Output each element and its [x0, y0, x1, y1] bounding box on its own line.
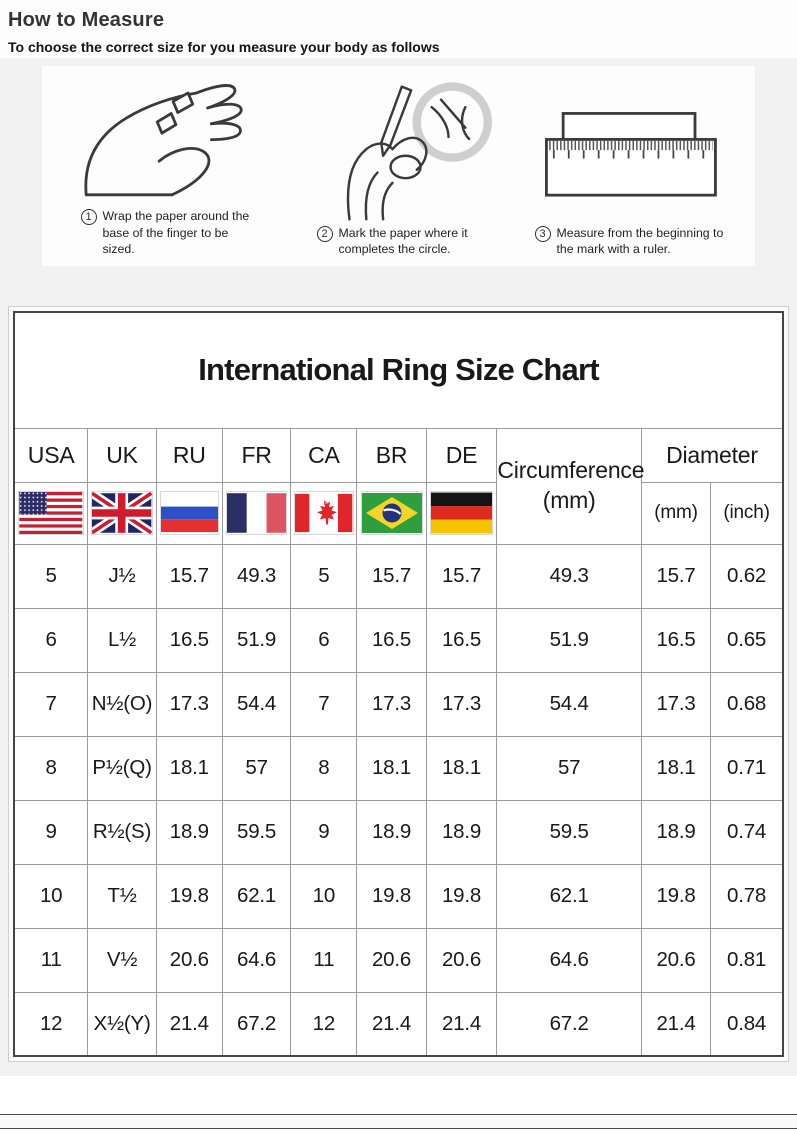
cell-ca: 10: [291, 864, 357, 928]
cell-ca: 7: [291, 672, 357, 736]
cell-de: 17.3: [426, 672, 497, 736]
cell-ru: 18.1: [156, 736, 222, 800]
step-3: [514, 72, 745, 258]
cell-ca: 8: [291, 736, 357, 800]
col-header-uk: UK: [88, 428, 156, 482]
brazil-flag: [362, 492, 422, 534]
cell-fr: 67.2: [222, 992, 290, 1056]
cell-de: 18.9: [426, 800, 497, 864]
page-subtitle: To choose the correct size for you measure your body as follows: [8, 39, 440, 55]
cell-de: 16.5: [426, 608, 497, 672]
cell-diameter-inch: 0.62: [711, 544, 783, 608]
flag-row: [14, 482, 783, 544]
table-row: [14, 736, 783, 800]
table-row: [14, 608, 783, 672]
circumference-label: Circumference: [497, 457, 645, 484]
cell-diameter-inch: 0.78: [711, 864, 783, 928]
cell-de: 19.8: [426, 864, 497, 928]
table-row: [14, 544, 783, 608]
germany-flag-cell: [426, 482, 497, 544]
cell-diameter-mm: 20.6: [641, 928, 710, 992]
cell-ru: 20.6: [156, 928, 222, 992]
cell-diameter-inch: 0.84: [711, 992, 783, 1056]
section-divider: [0, 1114, 797, 1129]
cell-usa: 9: [14, 800, 88, 864]
cell-usa: 8: [14, 736, 88, 800]
country-header-row: [14, 428, 783, 482]
cell-diameter-mm: 18.1: [641, 736, 710, 800]
cell-uk: L½: [88, 608, 156, 672]
cell-circumference-mm: 67.2: [497, 992, 642, 1056]
col-header-diameter: Diameter: [641, 428, 783, 482]
step-2-caption-text: Mark the paper where it completes the circle.: [338, 225, 468, 257]
bottom-area: [0, 1114, 797, 1129]
cell-br: 19.8: [357, 864, 426, 928]
header-band: [0, 0, 797, 58]
ruler-measure-illustration: [525, 93, 735, 223]
canada-flag: [295, 492, 352, 534]
cell-br: 20.6: [357, 928, 426, 992]
france-flag-cell: [222, 482, 290, 544]
cell-usa: 12: [14, 992, 88, 1056]
cell-fr: 59.5: [222, 800, 290, 864]
ring-size-chart-panel: [8, 306, 789, 1062]
cell-uk: R½(S): [88, 800, 156, 864]
diameter-mm-unit: (mm): [641, 482, 710, 544]
cell-diameter-mm: 18.9: [641, 800, 710, 864]
step-2: [283, 72, 514, 258]
cell-ru: 18.9: [156, 800, 222, 864]
cell-circumference-mm: 59.5: [497, 800, 642, 864]
step-2-number-badge: 2: [317, 226, 333, 242]
cell-ru: 21.4: [156, 992, 222, 1056]
cell-circumference-mm: 57: [497, 736, 642, 800]
step-1-number-badge: 1: [81, 209, 97, 225]
cell-fr: 49.3: [222, 544, 290, 608]
size-table-body: [14, 544, 783, 1056]
cell-circumference-mm: 64.6: [497, 928, 642, 992]
cell-uk: J½: [88, 544, 156, 608]
table-row: [14, 928, 783, 992]
step-3-number-badge: 3: [535, 226, 551, 242]
cell-br: 18.9: [357, 800, 426, 864]
cell-de: 21.4: [426, 992, 497, 1056]
table-row: [14, 992, 783, 1056]
cell-br: 15.7: [357, 544, 426, 608]
cell-diameter-mm: 15.7: [641, 544, 710, 608]
cell-ru: 16.5: [156, 608, 222, 672]
col-header-br: BR: [357, 428, 426, 482]
col-header-ru: RU: [156, 428, 222, 482]
cell-ru: 19.8: [156, 864, 222, 928]
cell-de: 20.6: [426, 928, 497, 992]
cell-fr: 51.9: [222, 608, 290, 672]
usa-flag: [19, 492, 83, 534]
cell-circumference-mm: 51.9: [497, 608, 642, 672]
cell-ca: 6: [291, 608, 357, 672]
canada-flag-cell: [291, 482, 357, 544]
cell-diameter-inch: 0.81: [711, 928, 783, 992]
cell-br: 17.3: [357, 672, 426, 736]
pen-marking-illustration: [299, 81, 499, 223]
cell-circumference-mm: 49.3: [497, 544, 642, 608]
cell-diameter-inch: 0.74: [711, 800, 783, 864]
cell-ca: 12: [291, 992, 357, 1056]
cell-usa: 5: [14, 544, 88, 608]
russia-flag-cell: [156, 482, 222, 544]
uk-flag-cell: [88, 482, 156, 544]
cell-uk: N½(O): [88, 672, 156, 736]
col-header-circumference: [497, 428, 645, 544]
col-header-fr: FR: [222, 428, 290, 482]
cell-br: 21.4: [357, 992, 426, 1056]
cell-br: 16.5: [357, 608, 426, 672]
cell-uk: X½(Y): [88, 992, 156, 1056]
cell-fr: 54.4: [222, 672, 290, 736]
col-header-usa: USA: [14, 428, 88, 482]
cell-de: 18.1: [426, 736, 497, 800]
cell-diameter-mm: 19.8: [641, 864, 710, 928]
cell-ca: 11: [291, 928, 357, 992]
ring-size-table: [13, 311, 784, 1057]
measuring-steps-panel: [42, 66, 755, 266]
table-title-row: [14, 312, 783, 428]
table-title: International Ring Size Chart: [14, 312, 783, 428]
cell-fr: 57: [222, 736, 290, 800]
cell-de: 15.7: [426, 544, 497, 608]
step-2-caption: [317, 225, 481, 258]
cell-diameter-mm: 16.5: [641, 608, 710, 672]
cell-usa: 7: [14, 672, 88, 736]
cell-uk: V½: [88, 928, 156, 992]
page-title: How to Measure: [8, 9, 165, 31]
col-header-de: DE: [426, 428, 497, 482]
cell-ru: 17.3: [156, 672, 222, 736]
cell-diameter-inch: 0.71: [711, 736, 783, 800]
circumference-unit: (mm): [542, 487, 596, 513]
cell-uk: P½(Q): [88, 736, 156, 800]
cell-circumference-mm: 54.4: [497, 672, 642, 736]
table-row: [14, 672, 783, 736]
table-row: [14, 800, 783, 864]
content-section: [0, 58, 797, 1076]
cell-fr: 62.1: [222, 864, 290, 928]
step-1: [52, 72, 283, 258]
table-row: [14, 864, 783, 928]
uk-flag: [92, 492, 151, 534]
cell-ca: 9: [291, 800, 357, 864]
diameter-inch-unit: (inch): [711, 482, 783, 544]
step-1-caption: [81, 208, 255, 258]
cell-uk: T½: [88, 864, 156, 928]
cell-usa: 11: [14, 928, 88, 992]
cell-diameter-inch: 0.65: [711, 608, 783, 672]
col-header-ca: CA: [291, 428, 357, 482]
cell-circumference-mm: 62.1: [497, 864, 642, 928]
cell-diameter-mm: 17.3: [641, 672, 710, 736]
usa-flag-cell: [14, 482, 88, 544]
step-1-caption-text: Wrap the paper around the base of the finger to be sized.: [102, 209, 250, 257]
cell-diameter-inch: 0.68: [711, 672, 783, 736]
hand-with-paper-illustration: [60, 64, 275, 206]
cell-fr: 64.6: [222, 928, 290, 992]
brazil-flag-cell: [357, 482, 426, 544]
step-3-caption: [535, 225, 725, 258]
germany-flag: [431, 492, 492, 534]
cell-diameter-mm: 21.4: [641, 992, 710, 1056]
cell-usa: 6: [14, 608, 88, 672]
cell-ca: 5: [291, 544, 357, 608]
cell-ru: 15.7: [156, 544, 222, 608]
cell-br: 18.1: [357, 736, 426, 800]
france-flag: [227, 492, 286, 534]
russia-flag: [161, 492, 218, 534]
step-3-caption-text: Measure from the beginning to the mark with a ruler.: [556, 225, 724, 257]
cell-usa: 10: [14, 864, 88, 928]
